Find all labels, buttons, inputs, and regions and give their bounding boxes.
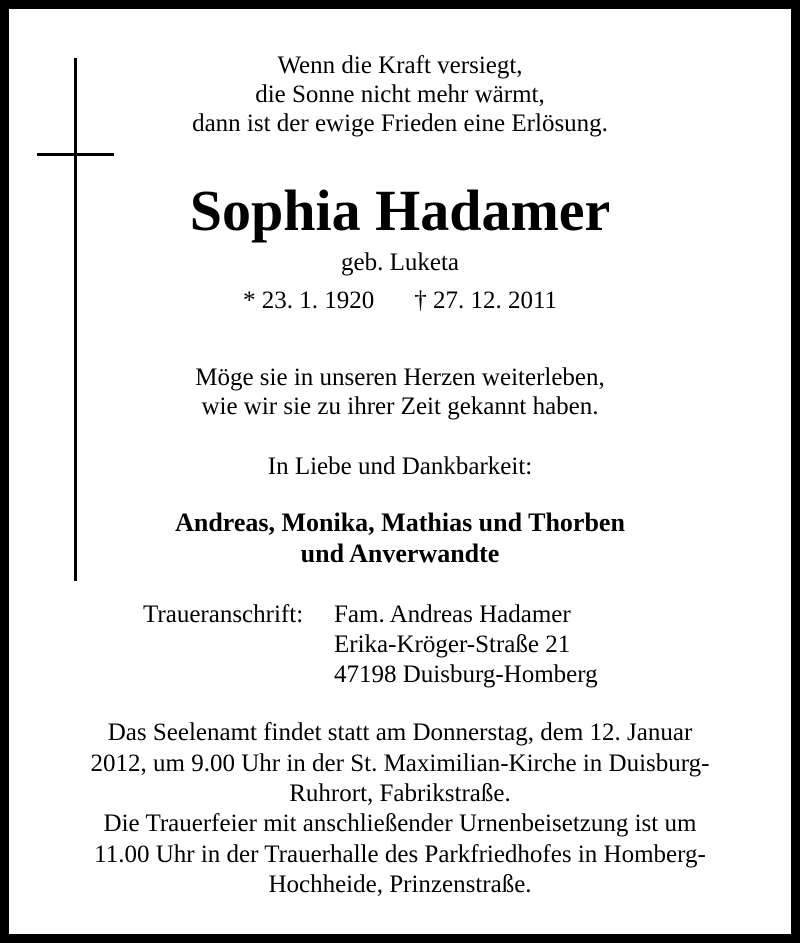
maiden-name: geb. Luketa [340, 249, 459, 276]
poem-line-2: die Sonne nicht mehr wärmt, [255, 81, 545, 108]
address-label: Traueranschrift: [143, 601, 304, 628]
service-line-5: 11.00 Uhr in der Trauerhalle des Parkfriedhofes in Homberg- [94, 841, 706, 868]
birth-date: * 23. 1. 1920 [242, 287, 375, 314]
remembrance-line-2: wie wir sie zu ihrer Zeit gekannt haben. [201, 393, 599, 420]
service-line-6: Hochheide, Prinzenstraße. [268, 871, 532, 898]
remembrance-line-1: Möge sie in unseren Herzen weiterleben, [195, 364, 605, 391]
service-line-4: Die Trauerfeier mit anschließender Urnenbeisetzung ist um [103, 810, 697, 837]
death-date: † 27. 12. 2011 [414, 287, 558, 314]
address-line-3: 47198 Duisburg-Homberg [334, 661, 598, 688]
service-line-3: Ruhrort, Fabrikstraße. [289, 780, 511, 807]
service-line-2: 2012, um 9.00 Uhr in der St. Maximilian-Kirche in Duisburg- [90, 750, 710, 777]
mourners-line-1: Andreas, Monika, Mathias und Thorben [175, 508, 625, 537]
deceased-name: Sophia Hadamer [189, 178, 611, 243]
poem-line-3: dann ist der ewige Frieden eine Erlösung. [192, 110, 608, 137]
closing-line: In Liebe und Dankbarkeit: [267, 453, 533, 480]
cross-symbol-horizontal [37, 153, 114, 156]
address-line-2: Erika-Kröger-Straße 21 [334, 631, 571, 658]
service-line-1: Das Seelenamt findet statt am Donnerstag, dem 12. Januar [107, 719, 693, 746]
life-dates [0, 286, 800, 316]
address-line-1: Fam. Andreas Hadamer [334, 601, 571, 628]
mourners-line-2: und Anverwandte [300, 539, 500, 568]
poem-line-1: Wenn die Kraft versiegt, [277, 52, 523, 79]
